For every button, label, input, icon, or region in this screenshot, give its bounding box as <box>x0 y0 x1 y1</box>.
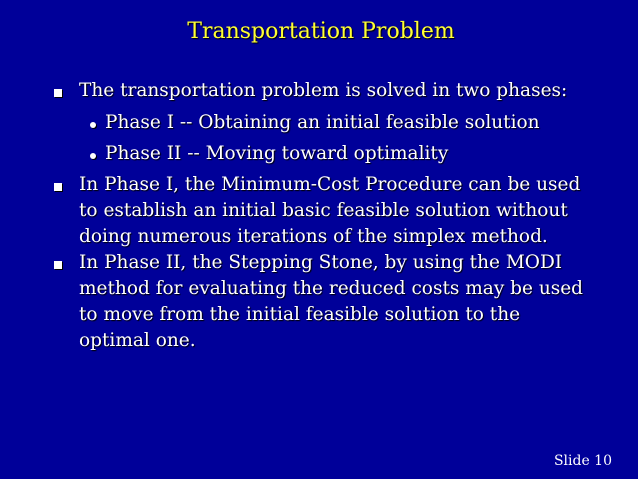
bullet-2-line-1: In Phase I, the Minimum-Cost Procedure can be used <box>79 174 581 195</box>
bullet-2-line-3: doing numerous iterations of the simplex method. <box>79 226 548 247</box>
slide-title: Transportation Problem <box>187 19 455 44</box>
bullet-3-line-3: to move from the initial feasible solution to the <box>79 304 521 325</box>
dot-bullet-icon <box>90 153 96 159</box>
slide-number: Slide 10 <box>553 453 612 469</box>
square-bullet-icon <box>54 183 62 191</box>
subbullet-phase-2: Phase II -- Moving toward optimality <box>105 143 449 164</box>
bullet-3-line-2: method for evaluating the reduced costs may be used <box>79 278 584 299</box>
bullet-2-line-2: to establish an initial basic feasible solution without <box>79 200 568 221</box>
subbullet-phase-1: Phase I -- Obtaining an initial feasible solution <box>105 112 540 133</box>
bullet-1-line-1: The transportation problem is solved in two phases: <box>79 80 568 101</box>
square-bullet-icon <box>54 261 62 269</box>
square-bullet-icon <box>54 89 62 97</box>
bullet-3-line-1: In Phase II, the Stepping Stone, by using the MODI <box>79 252 563 273</box>
dot-bullet-icon <box>90 122 96 128</box>
bullet-3-line-4: optimal one. <box>79 330 196 351</box>
